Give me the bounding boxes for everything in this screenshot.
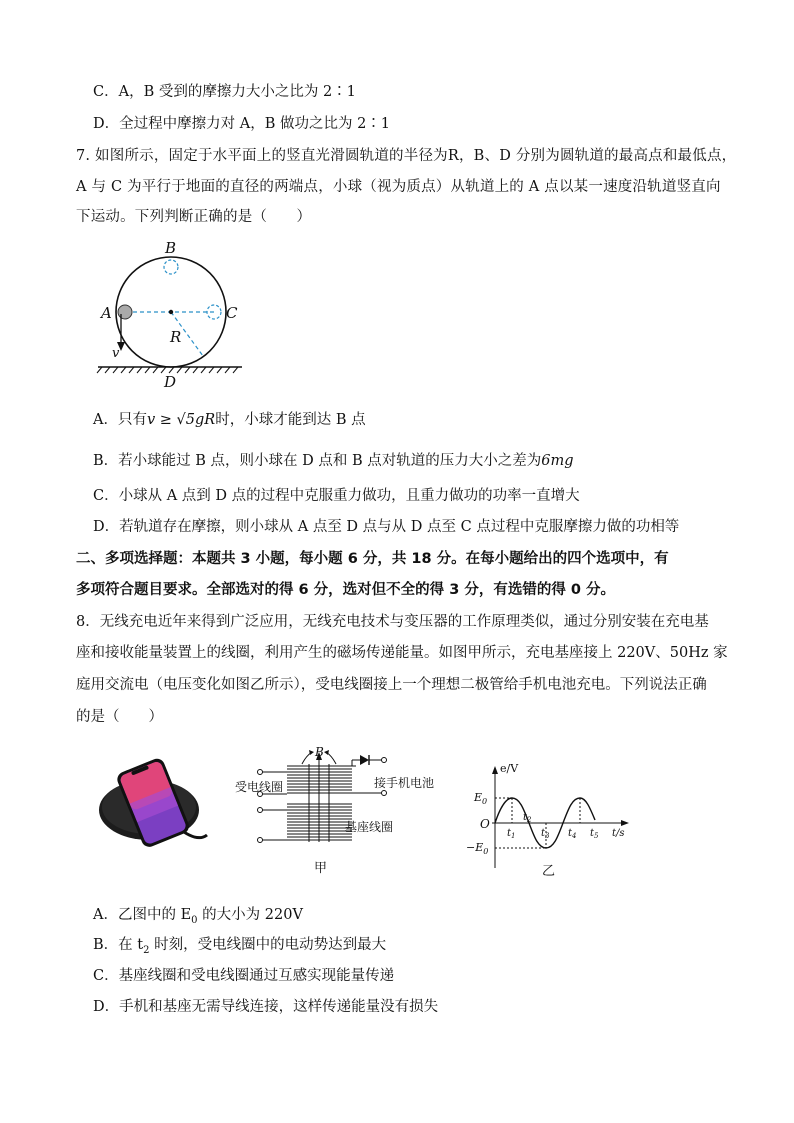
svg-text:t4: $t_4$ [568,828,577,840]
section-2-header-line-1: 二、多项选择题：本题共 3 小题，每小题 6 分，共 18 分。在每小题给出的四个选项中，有 [76,551,669,567]
label-y-axis: e/V [500,762,519,775]
q7-option-a: A．只有v ≥ √5gR时，小球才能到达 B 点 [93,412,366,428]
q7-option-d: D．若轨道存在摩擦，则小球从 A 点至 D 点与从 D 点至 C 点过程中克服摩擦力做的功相等 [93,519,680,535]
caption-yi: 乙 [542,864,556,879]
label-t4: t [568,828,573,839]
label-t1: t [507,828,512,839]
label-b-field: B [315,745,324,759]
q8-option-d: D．手机和基座无需导线连接，这样传递能量没有损失 [93,999,439,1015]
phone-on-charger-photo [97,755,209,850]
label-e0: E [474,791,483,804]
label-x-axis: t/s [612,828,625,839]
svg-text:t3: $t_3$ [541,828,550,840]
svg-text:−E0: $-E_0$ [466,841,489,856]
q7-circle-track-figure [90,236,250,391]
svg-text:E0: $E_0$ [474,791,488,806]
label-r: R [170,328,182,346]
q7-option-b: B．若小球能过 B 点，则小球在 D 点和 B 点对轨道的压力大小之差为6mg [93,453,574,469]
ball-a [118,305,132,319]
q6-option-c: C．A，B 受到的摩擦力大小之比为 2∶1 [93,84,356,100]
section-2-header-line-2: 多项符合题目要求。全部选对的得 6 分，选对但不全的得 3 分，有选错的得 0 分。 [76,582,616,598]
label-neg-e0: −E [466,841,484,854]
label-t5: t [590,828,595,839]
svg-text:t5: $t_5$ [590,828,599,840]
q7-option-c: C．小球从 A 点到 D 点的过程中克服重力做功，且重力做功的功率一直增大 [93,488,580,504]
figure-yi-sine-wave [462,760,632,880]
label-t3: t [541,828,546,839]
q7-stem-line-3: 下运动。下列判断正确的是（ ） [76,209,312,225]
label-receive-coil: 受电线圈 [235,780,284,794]
q8-option-c: C．基座线圈和受电线圈通过互感实现能量传递 [93,968,395,984]
q8-stem-line-3: 庭用交流电（电压变化如图乙所示），受电线圈接上一个理想二极管给手机电池充电。下列说法正确 [76,677,707,693]
ghost-ball-b [164,260,178,274]
diode-icon [360,755,369,765]
q8-option-a: A．乙图中的 $E_0$ 的大小为 220V [93,907,303,926]
center-dot [169,310,173,314]
svg-text:t1: $t_1$ [507,828,516,840]
q8-stem-line-1: 8．无线充电近年来得到广泛应用，无线充电技术与变压器的工作原理类似，通过分别安装在充电基 [76,614,709,630]
label-b: B [165,239,177,257]
q7-stem-line-2: A 与 C 为平行于地面的直径的两端点，小球（视为质点）从轨道上的 A 点以某一速度沿轨道竖直向 [76,179,721,195]
formula-v-sqrt-5gr: v ≥ √5gR [146,412,216,428]
figure-jia-coils [230,742,445,887]
label-a: A [101,304,112,322]
formula-6mg: 6mg [541,453,574,469]
caption-jia: 甲 [314,861,328,876]
svg-text:t2: $t_2$ [523,812,532,824]
q7-stem-line-1: 7. 如图所示，固定于水平面上的竖直光滑圆轨道的半径为R，B、D 分别为圆轨道的最高点和最低点， [76,148,737,164]
label-origin: O [480,817,490,831]
q8-stem-line-4: 的是（ ） [76,709,163,725]
q8-stem-line-2: 座和接收能量装置上的线圈，利用产生的磁场传递能量。如图甲所示，充电基座接上 220V、50Hz 家 [76,645,728,661]
q6-option-d: D．全过程中摩擦力对 A，B 做功之比为 2∶1 [93,116,391,132]
label-c: C [226,304,238,322]
label-t2: t [523,812,528,823]
label-d: D [164,373,177,391]
label-battery: 接手机电池 [374,776,435,790]
label-base-coil: 基座线圈 [345,820,394,834]
q8-option-b: B．在 $t_2$ 时刻，受电线圈中的电动势达到最大 [93,937,387,956]
label-v: v [112,346,120,361]
